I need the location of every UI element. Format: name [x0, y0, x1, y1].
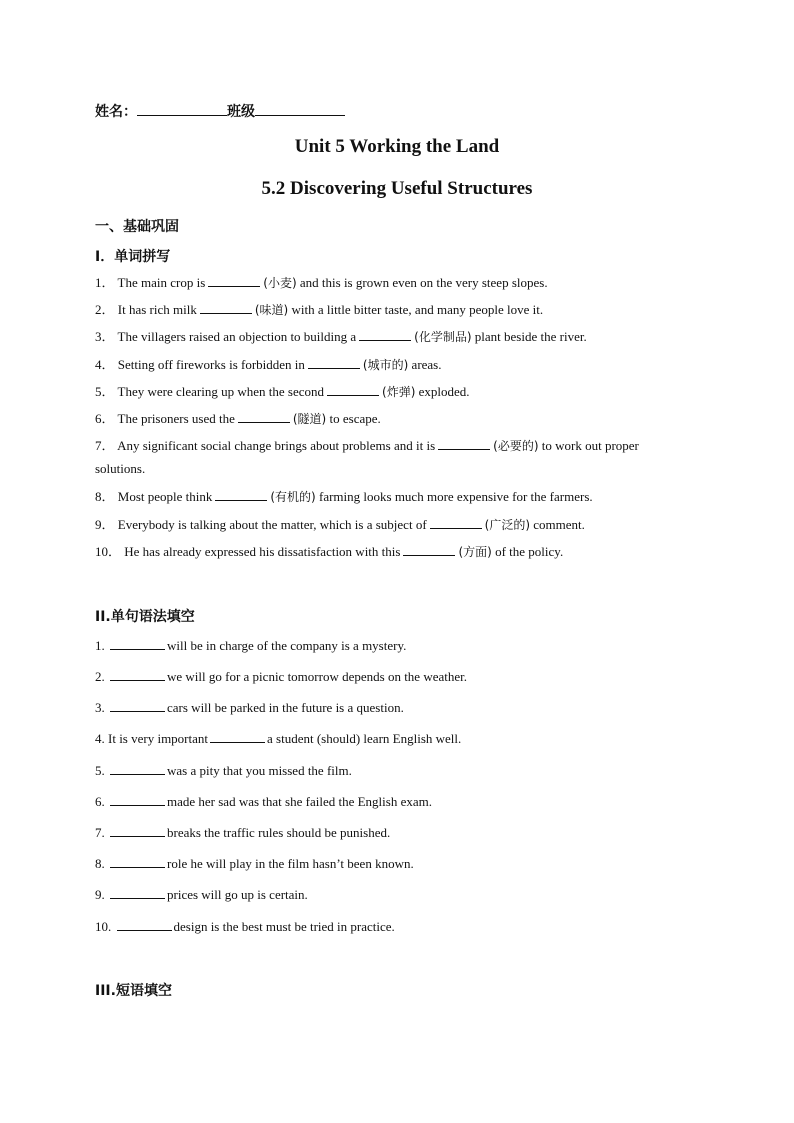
item-text-after: farming looks much more expensive for the farmers. [319, 489, 593, 504]
chinese-hint: (城市的) [362, 358, 409, 372]
part3-heading: III.短语填空 [95, 983, 172, 999]
item-text-before: He has already expressed his dissatisfaction with this [124, 544, 401, 559]
spelling-item [95, 408, 381, 427]
name-label: 姓名： [95, 104, 137, 120]
item-number: 10. [95, 919, 112, 934]
answer-blank[interactable] [403, 544, 455, 556]
item-number: 4. [95, 731, 105, 746]
item-text-after: prices will go up is certain. [167, 887, 308, 902]
answer-blank[interactable] [110, 763, 165, 775]
grammar-item [95, 825, 390, 841]
grammar-item [95, 731, 461, 747]
item-number: 8． [95, 489, 115, 504]
grammar-item [95, 763, 352, 779]
lesson-title: 5.2 Discovering Useful Structures [261, 178, 533, 199]
grammar-item [95, 887, 308, 903]
item-text-before: It is very important [108, 731, 209, 746]
answer-blank[interactable] [327, 384, 379, 396]
answer-blank[interactable] [238, 411, 290, 423]
name-blank[interactable] [137, 103, 227, 116]
grammar-item [95, 638, 406, 654]
item-text-after: plant beside the river. [474, 329, 587, 344]
item-number: 1. [95, 638, 105, 653]
item-text-before: Everybody is talking about the matter, which is a subject of [117, 517, 427, 532]
item-text-before: The prisoners used the [117, 411, 235, 426]
answer-blank[interactable] [110, 794, 165, 806]
item-number: 2. [95, 669, 105, 684]
item-text-after: made her sad was that she failed the English exam. [167, 794, 432, 809]
answer-blank[interactable] [208, 275, 260, 287]
section-heading-basics: 一、基础巩固 [95, 219, 179, 235]
chinese-hint: (有机的) [270, 490, 316, 504]
class-blank[interactable] [255, 103, 345, 116]
item-number: 9． [95, 517, 115, 532]
item-text-after: design is the best must be tried in practice. [173, 919, 395, 934]
answer-blank[interactable] [200, 302, 252, 314]
item-text-after: with a little bitter taste, and many people love it. [291, 302, 544, 317]
part1-heading: I．单词拼写 [95, 249, 171, 265]
item-text-after: will be in charge of the company is a mystery. [167, 638, 407, 653]
item-text-before: They were clearing up when the second [117, 384, 325, 399]
answer-blank[interactable] [110, 856, 165, 868]
item-text-after: we will go for a picnic tomorrow depends on the weather. [167, 669, 467, 684]
chinese-hint: (炸弹) [382, 385, 416, 399]
item-text-after: a student (should) learn English well. [267, 731, 462, 746]
spelling-item [95, 299, 543, 318]
item-number: 5． [95, 384, 115, 399]
item-number: 4． [95, 357, 115, 372]
answer-blank[interactable] [110, 887, 165, 899]
item-number: 3． [95, 329, 115, 344]
unit-title: Unit 5 Working the Land [294, 136, 500, 157]
item-number: 6． [95, 411, 115, 426]
answer-blank[interactable] [430, 517, 482, 529]
item-text-after: breaks the traffic rules should be punished. [167, 825, 391, 840]
item-number: 5. [95, 763, 105, 778]
part2-heading: II.单句语法填空 [95, 609, 195, 625]
class-label: 班级 [227, 104, 255, 120]
item-continuation: solutions. [95, 461, 146, 476]
item-text-after: areas. [411, 357, 442, 372]
answer-blank[interactable] [110, 669, 165, 681]
answer-blank[interactable] [210, 731, 265, 743]
answer-blank[interactable] [215, 489, 267, 501]
item-text-after: cars will be parked in the future is a question. [167, 700, 404, 715]
answer-blank[interactable] [359, 329, 411, 341]
answer-blank[interactable] [438, 438, 490, 450]
item-number: 7. [95, 825, 105, 840]
chinese-hint: (广泛的) [484, 518, 531, 532]
student-info-line [95, 101, 345, 121]
item-number: 10． [95, 544, 122, 559]
item-number: 9. [95, 887, 105, 902]
item-text-before: Most people think [117, 489, 213, 504]
grammar-item [95, 669, 467, 685]
item-text-before: Any significant social change brings about problems and it is [117, 438, 436, 453]
spelling-item [95, 435, 639, 454]
chinese-hint: (化学制品) [414, 330, 472, 344]
spelling-item [95, 514, 585, 533]
item-text-after: to work out proper [541, 438, 639, 453]
chinese-hint: (味道) [254, 303, 289, 317]
item-text-before: The main crop is [117, 275, 206, 290]
item-text-after: of the policy. [495, 544, 564, 559]
answer-blank[interactable] [110, 700, 165, 712]
item-text-before: It has rich milk [117, 302, 197, 317]
item-text-after: was a pity that you missed the film. [167, 763, 352, 778]
item-number: 3. [95, 700, 105, 715]
spelling-item [95, 381, 470, 400]
item-text-after: role he will play in the film hasn’t been known. [167, 856, 414, 871]
item-text-after: comment. [533, 517, 585, 532]
item-number: 8. [95, 856, 105, 871]
item-text-after: exploded. [418, 384, 470, 399]
grammar-item [95, 856, 414, 872]
item-number: 2． [95, 302, 115, 317]
answer-blank[interactable] [110, 825, 165, 837]
chinese-hint: (必要的) [493, 439, 539, 453]
chinese-hint: (隧道) [292, 412, 327, 426]
chinese-hint: (方面) [458, 545, 492, 559]
spelling-item [95, 272, 548, 291]
item-number: 6. [95, 794, 105, 809]
item-number: 7． [95, 438, 115, 453]
item-text-after: to escape. [329, 411, 381, 426]
spelling-item [95, 486, 593, 505]
answer-blank[interactable] [117, 919, 172, 931]
spelling-item [95, 541, 563, 560]
chinese-hint: (小麦) [263, 276, 297, 290]
item-number: 1． [95, 275, 115, 290]
grammar-item [95, 919, 395, 935]
grammar-item [95, 700, 404, 716]
spelling-item [95, 326, 587, 345]
answer-blank[interactable] [110, 638, 165, 650]
item-text-before: The villagers raised an objection to building a [117, 329, 357, 344]
item-text-after: and this is grown even on the very steep slopes. [299, 275, 548, 290]
grammar-item [95, 794, 432, 810]
spelling-item [95, 354, 442, 373]
item-text-before: Setting off fireworks is forbidden in [117, 357, 305, 372]
answer-blank[interactable] [308, 357, 360, 369]
